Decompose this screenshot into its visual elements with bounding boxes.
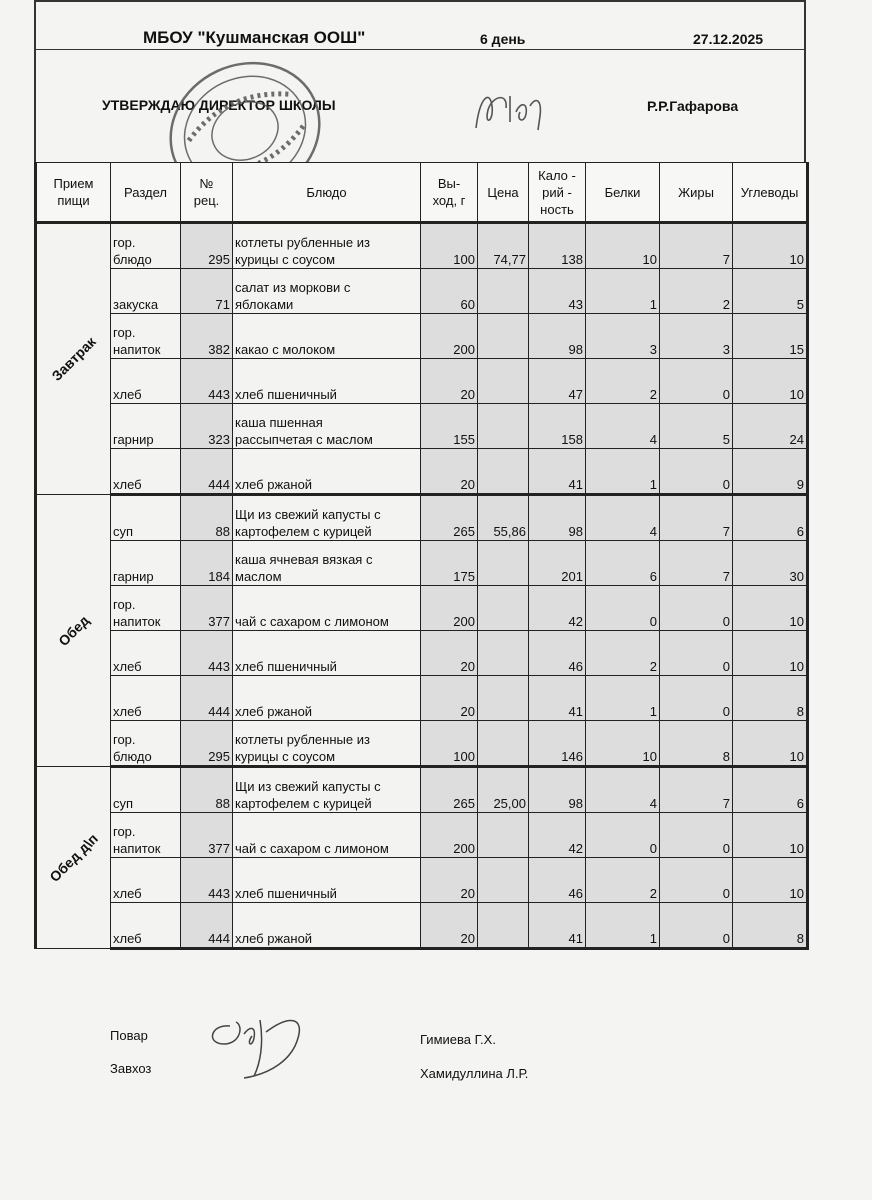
yield-cell: 20 [421,449,478,495]
carbs-cell: 8 [733,903,808,949]
dish-cell: каша ячневая вязкая с маслом [233,541,421,586]
section-cell: суп [111,767,181,813]
table-row [36,495,808,541]
table-row [36,631,808,676]
calories-cell: 146 [529,721,586,767]
cook-signature [200,1004,320,1084]
dish-cell: хлеб ржаной [233,903,421,949]
yield-cell: 200 [421,813,478,858]
yield-cell: 265 [421,495,478,541]
section-cell: гор. напиток [111,314,181,359]
price-cell [478,676,529,721]
yield-cell: 100 [421,223,478,269]
approval-label: УТВЕРЖДАЮ ДИРЕКТОР ШКОЛЫ [102,97,336,113]
meal-cell [36,767,111,949]
section-cell: хлеб [111,858,181,903]
table-row [36,314,808,359]
recipe-cell: 444 [181,449,233,495]
proteins-cell: 2 [586,631,660,676]
dish-cell: котлеты рубленные из курицы с соусом [233,223,421,269]
carbs-cell: 6 [733,495,808,541]
price-cell [478,269,529,314]
dish-cell: Щи из свежий капусты с картофелем с курицей [233,495,421,541]
dish-cell: салат из моркови с яблоками [233,269,421,314]
yield-cell: 155 [421,404,478,449]
carbs-cell: 10 [733,586,808,631]
section-cell: хлеб [111,449,181,495]
carbs-cell: 10 [733,813,808,858]
recipe-cell: 443 [181,359,233,404]
fats-cell: 5 [660,404,733,449]
calories-cell: 41 [529,903,586,949]
recipe-cell: 295 [181,721,233,767]
carbs-cell: 9 [733,449,808,495]
fats-cell: 0 [660,359,733,404]
meal-cell [36,223,111,495]
director-signature [470,86,550,136]
proteins-cell: 4 [586,404,660,449]
calories-cell: 98 [529,767,586,813]
proteins-cell: 2 [586,858,660,903]
proteins-cell: 1 [586,903,660,949]
recipe-cell: 295 [181,223,233,269]
fats-cell: 0 [660,586,733,631]
fats-cell: 7 [660,767,733,813]
yield-cell: 20 [421,858,478,903]
fats-cell: 0 [660,449,733,495]
section-cell: гор. блюдо [111,223,181,269]
fats-cell: 0 [660,858,733,903]
section-cell: гарнир [111,541,181,586]
col-yield: Вы- ход, г [421,163,478,223]
col-calories: Кало - рий - ность [529,163,586,223]
dish-cell: Щи из свежий капусты с картофелем с курицей [233,767,421,813]
yield-cell: 200 [421,586,478,631]
proteins-cell: 1 [586,269,660,314]
col-price: Цена [478,163,529,223]
carbs-cell: 5 [733,269,808,314]
carbs-cell: 6 [733,767,808,813]
price-cell [478,903,529,949]
frame-right [804,0,806,162]
menu-body [36,223,808,949]
proteins-cell: 1 [586,449,660,495]
proteins-cell: 3 [586,314,660,359]
section-cell: гор. блюдо [111,721,181,767]
fats-cell: 8 [660,721,733,767]
section-cell: хлеб [111,903,181,949]
calories-cell: 42 [529,813,586,858]
recipe-cell: 184 [181,541,233,586]
proteins-cell: 6 [586,541,660,586]
meal-label: Завтрак [47,333,99,384]
price-cell [478,586,529,631]
date-label: 27.12.2025 [693,31,764,47]
section-cell: гор. напиток [111,586,181,631]
recipe-cell: 377 [181,586,233,631]
meal-label: Обед [54,611,92,649]
recipe-cell: 71 [181,269,233,314]
section-cell: закуска [111,269,181,314]
school-title: МБОУ "Кушманская ООШ" [143,28,366,47]
table-row [36,541,808,586]
section-cell: гарнир [111,404,181,449]
carbs-cell: 8 [733,676,808,721]
carbs-cell: 15 [733,314,808,359]
recipe-cell: 88 [181,767,233,813]
fats-cell: 7 [660,541,733,586]
calories-cell: 138 [529,223,586,269]
section-cell: хлеб [111,631,181,676]
meal-cell [36,495,111,767]
dish-cell: какао с молоком [233,314,421,359]
calories-cell: 201 [529,541,586,586]
section-cell: хлеб [111,676,181,721]
header-divider [34,49,806,50]
price-cell [478,858,529,903]
dish-cell: котлеты рубленные из курицы с соусом [233,721,421,767]
storekeeper-label: Завхоз [110,1061,152,1076]
recipe-cell: 443 [181,631,233,676]
calories-cell: 43 [529,269,586,314]
price-cell: 55,86 [478,495,529,541]
proteins-cell: 4 [586,767,660,813]
fats-cell: 0 [660,813,733,858]
dish-cell: хлеб пшеничный [233,359,421,404]
frame-left [34,0,36,162]
carbs-cell: 10 [733,858,808,903]
table-row [36,359,808,404]
yield-cell: 265 [421,767,478,813]
calories-cell: 41 [529,676,586,721]
recipe-cell: 323 [181,404,233,449]
proteins-cell: 2 [586,359,660,404]
table-header-row [36,163,808,223]
col-section: Раздел [111,163,181,223]
cook-label: Повар [110,1028,148,1043]
table-row [36,858,808,903]
table-row [36,449,808,495]
carbs-cell: 24 [733,404,808,449]
carbs-cell: 10 [733,631,808,676]
fats-cell: 7 [660,495,733,541]
calories-cell: 47 [529,359,586,404]
recipe-cell: 444 [181,676,233,721]
yield-cell: 20 [421,631,478,676]
calories-cell: 41 [529,449,586,495]
dish-cell: чай с сахаром с лимоном [233,586,421,631]
price-cell [478,404,529,449]
price-cell [478,359,529,404]
yield-cell: 175 [421,541,478,586]
dish-cell: хлеб ржаной [233,676,421,721]
price-cell [478,721,529,767]
recipe-cell: 377 [181,813,233,858]
day-label: 6 день [480,31,526,47]
calories-cell: 158 [529,404,586,449]
dish-cell: хлеб пшеничный [233,631,421,676]
menu-table [34,162,809,950]
meal-label: Обед д\п [45,829,101,885]
fats-cell: 7 [660,223,733,269]
fats-cell: 0 [660,676,733,721]
calories-cell: 46 [529,631,586,676]
proteins-cell: 0 [586,813,660,858]
recipe-cell: 88 [181,495,233,541]
dish-cell: каша пшенная рассыпчетая с маслом [233,404,421,449]
yield-cell: 20 [421,676,478,721]
section-cell: хлеб [111,359,181,404]
section-cell: гор. напиток [111,813,181,858]
col-carbs: Углеводы [733,163,808,223]
proteins-cell: 10 [586,223,660,269]
dish-cell: чай с сахаром с лимоном [233,813,421,858]
price-cell [478,631,529,676]
yield-cell: 20 [421,359,478,404]
frame-top [34,0,806,2]
carbs-cell: 10 [733,359,808,404]
table-row [36,767,808,813]
recipe-cell: 444 [181,903,233,949]
table-row [36,676,808,721]
table-row [36,721,808,767]
table-row [36,903,808,949]
price-cell [478,314,529,359]
storekeeper-name: Хамидуллина Л.Р. [420,1066,529,1081]
calories-cell: 98 [529,495,586,541]
fats-cell: 3 [660,314,733,359]
section-cell: суп [111,495,181,541]
col-proteins: Белки [586,163,660,223]
calories-cell: 42 [529,586,586,631]
recipe-cell: 382 [181,314,233,359]
col-dish: Блюдо [233,163,421,223]
fats-cell: 0 [660,631,733,676]
calories-cell: 98 [529,314,586,359]
proteins-cell: 0 [586,586,660,631]
table-row [36,404,808,449]
recipe-cell: 443 [181,858,233,903]
price-cell [478,449,529,495]
yield-cell: 20 [421,903,478,949]
col-fats: Жиры [660,163,733,223]
dish-cell: хлеб пшеничный [233,858,421,903]
cook-name: Гимиева Г.Х. [420,1032,496,1047]
table-row [36,813,808,858]
price-cell: 74,77 [478,223,529,269]
table-row [36,223,808,269]
proteins-cell: 4 [586,495,660,541]
price-cell: 25,00 [478,767,529,813]
carbs-cell: 10 [733,721,808,767]
proteins-cell: 1 [586,676,660,721]
yield-cell: 100 [421,721,478,767]
table-row [36,269,808,314]
col-meal: Прием пищи [36,163,111,223]
col-recipe: № рец. [181,163,233,223]
table-row [36,586,808,631]
director-name: Р.Р.Гафарова [647,98,739,114]
fats-cell: 2 [660,269,733,314]
yield-cell: 60 [421,269,478,314]
carbs-cell: 30 [733,541,808,586]
price-cell [478,813,529,858]
yield-cell: 200 [421,314,478,359]
price-cell [478,541,529,586]
calories-cell: 46 [529,858,586,903]
proteins-cell: 10 [586,721,660,767]
dish-cell: хлеб ржаной [233,449,421,495]
fats-cell: 0 [660,903,733,949]
carbs-cell: 10 [733,223,808,269]
